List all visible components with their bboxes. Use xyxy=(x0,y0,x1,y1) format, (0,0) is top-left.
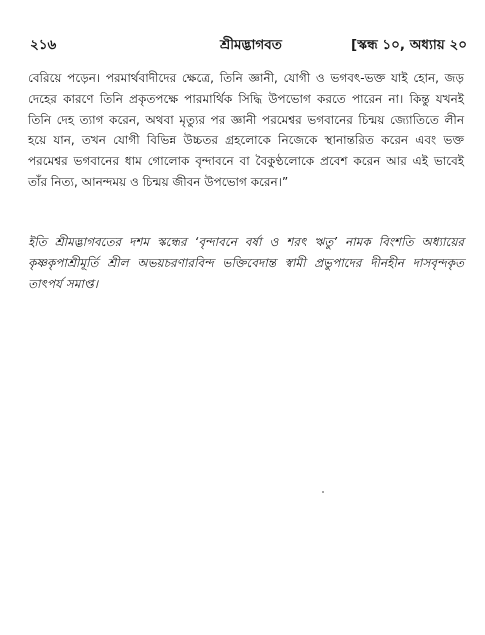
purport-paragraph: বেরিয়ে পড়েন। পরমার্থবাদীদের ক্ষেত্রে, তিনি জ্ঞানী, যোগী ও ভগবৎ-ভক্ত যাই হোন, জড় দেহের কারণে তিনি প্রকৃতপক্ষে পারমার্থিক সিদ্ধি উপভোগ করতে পারেন না। কিন্তু যখনই তিনি দেহ ত্যাগ করেন, অথবা মৃত্যুর পর জ্ঞানী পরমেশ্বর ভগবানের চিন্ময় জ্যোতিতে লীন হয়ে যান, তখন যোগী বিভিন্ন উচ্চতর গ্রহলোকে নিজেকে স্থানান্তরিত করেন এবং ভক্ত পরমেশ্বর ভগবানের ধাম গোলোক বৃন্দাবনে বা বৈকুণ্ঠলোকে প্রবেশ করেন আর এই ভাবেই তাঁর নিত্য, আনন্দময় ও চিন্ময় জীবন উপভোগ করেন।” xyxy=(28,71,464,189)
chapter-reference: [স্কন্ধ ১০, অধ্যায় ২০ xyxy=(351,37,467,53)
scan-speck xyxy=(322,491,324,493)
running-header xyxy=(30,34,467,56)
chapter-colophon: ইতি শ্রীমদ্ভাগবতের দশম স্কন্ধের ‘বৃন্দাবনে বর্ষা ও শরৎ ঋতু’ নামক বিংশতি অধ্যায়ের কৃষ্ণকৃপাশ্রীমূর্তি শ্রীল অভয়চরণারবিন্দ ভক্তিবেদান্ত স্বামী প্রভুপাদের দীনহীন দাসবৃন্দকৃত তাৎপর্য সমাপ্ত। xyxy=(28,235,464,291)
page-number: ২১৬ xyxy=(30,37,57,53)
book-title: শ্রীমদ্ভাগবত xyxy=(220,37,282,53)
